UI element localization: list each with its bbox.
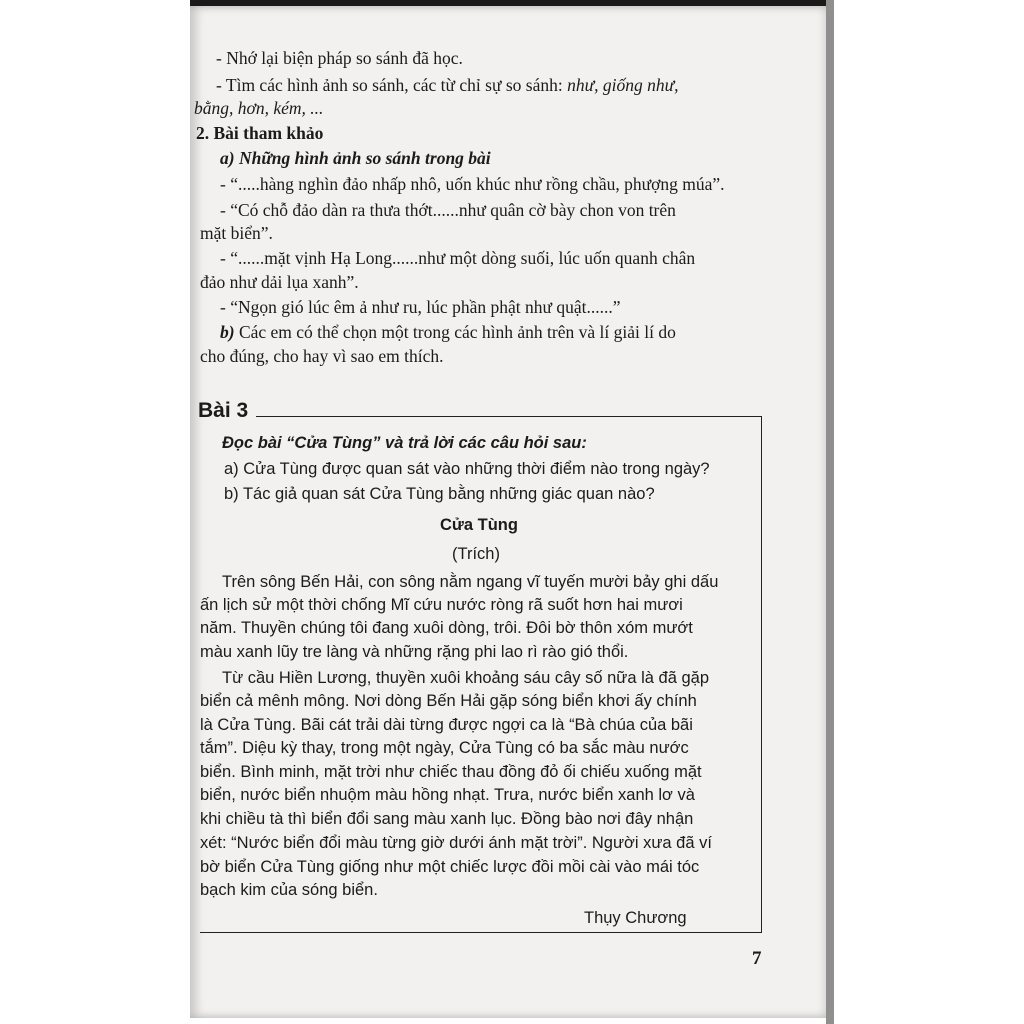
intro-line-3-italic: bằng, hơn, kém, ...	[194, 98, 324, 118]
subheading-b	[220, 321, 676, 343]
exercise-instruction: Đọc bài “Cửa Tùng” và trả lời các câu hỏi sau:	[222, 434, 587, 452]
story-line: xét: “Nước biển đổi màu từng giờ dưới ánh mặt trời”. Người xưa đã ví	[200, 834, 712, 852]
subheading-b-text: Các em có thể chọn một trong các hình ảnh trên và lí giải lí do	[234, 322, 676, 342]
story-line: Trên sông Bến Hải, con sông nằm ngang vĩ tuyến mười bảy ghi dấu	[222, 573, 719, 591]
question-a: a) Cửa Tùng được quan sát vào những thời điểm nào trong ngày?	[224, 460, 710, 478]
book-page	[190, 6, 830, 1018]
story-line: là Cửa Tùng. Bãi cát trải dài từng được ngợi ca là “Bà chúa của bãi	[200, 716, 693, 734]
story-line: năm. Thuyền chúng tôi đang xuôi dòng, trôi. Đôi bờ thôn xóm mướt	[200, 619, 693, 637]
story-line: biển, nước biển nhuộm màu hồng nhạt. Trưa, nước biển xanh lơ và	[200, 786, 695, 804]
quote-line: - “.....hàng nghìn đảo nhấp nhô, uốn khúc như rồng chầu, phượng múa”.	[220, 174, 725, 194]
story-line: ấn lịch sử một thời chống Mĩ cứu nước ròng rã suốt hơn hai mươi	[200, 596, 683, 614]
story-line: tắm”. Diệu kỳ thay, trong một ngày, Cửa Tùng có ba sắc màu nước	[200, 739, 689, 757]
page-number: 7	[752, 948, 762, 969]
intro-line-3	[194, 97, 323, 119]
quote-line: - “......mặt vịnh Hạ Long......như một dòng suối, lúc uốn quanh chân	[220, 248, 696, 268]
story-author: Thụy Chương	[584, 909, 687, 927]
subheading-a: a) Những hình ảnh so sánh trong bài	[220, 148, 491, 168]
intro-line-2-italic: như, giống như,	[567, 75, 679, 95]
intro-line-1: - Nhớ lại biện pháp so sánh đã học.	[216, 48, 463, 68]
intro-line-2	[216, 74, 679, 96]
subheading-b-label: b)	[220, 322, 235, 342]
quote-line: - “Ngọn gió lúc êm ả như ru, lúc phần phật như quật......”	[220, 297, 621, 317]
section-heading: 2. Bài tham khảo	[196, 123, 324, 143]
question-b: b) Tác giả quan sát Cửa Tùng bằng những giác quan nào?	[224, 485, 655, 503]
story-line: khi chiều tà thì biển đổi sang màu xanh lục. Đồng bào nơi đây nhận	[200, 810, 694, 828]
subheading-b-text-2: cho đúng, cho hay vì sao em thích.	[200, 346, 444, 366]
story-line: bờ biển Cửa Tùng giống như một chiếc lược đồi mồi cài vào mái tóc	[200, 858, 700, 876]
story-line: Từ cầu Hiền Lương, thuyền xuôi khoảng sáu cây số nữa là đã gặp	[222, 669, 710, 687]
page-right-edge	[826, 0, 834, 1024]
quote-line: mặt biển”.	[200, 223, 273, 243]
story-line: biển. Bình minh, mặt trời như chiếc thau đồng đỏ ối chiếu xuống mặt	[200, 763, 702, 781]
intro-line-2-prefix: - Tìm các hình ảnh so sánh, các từ chỉ sự so sánh:	[216, 75, 568, 95]
story-title: Cửa Tùng	[440, 516, 518, 534]
quote-line: đảo như dải lụa xanh”.	[200, 272, 359, 292]
story-subtitle: (Trích)	[452, 545, 500, 563]
story-line: màu xanh lũy tre làng và những rặng phi lao rì rào gió thổi.	[200, 643, 629, 661]
story-line: bạch kim của sóng biển.	[200, 881, 378, 899]
story-line: biển cả mênh mông. Nơi dòng Bến Hải gặp sóng biển khơi ấy chính	[200, 692, 697, 710]
exercise-title: Bài 3	[198, 399, 249, 422]
quote-line: - “Có chỗ đảo dàn ra thưa thớt......như quân cờ bày chon von trên	[220, 200, 676, 220]
